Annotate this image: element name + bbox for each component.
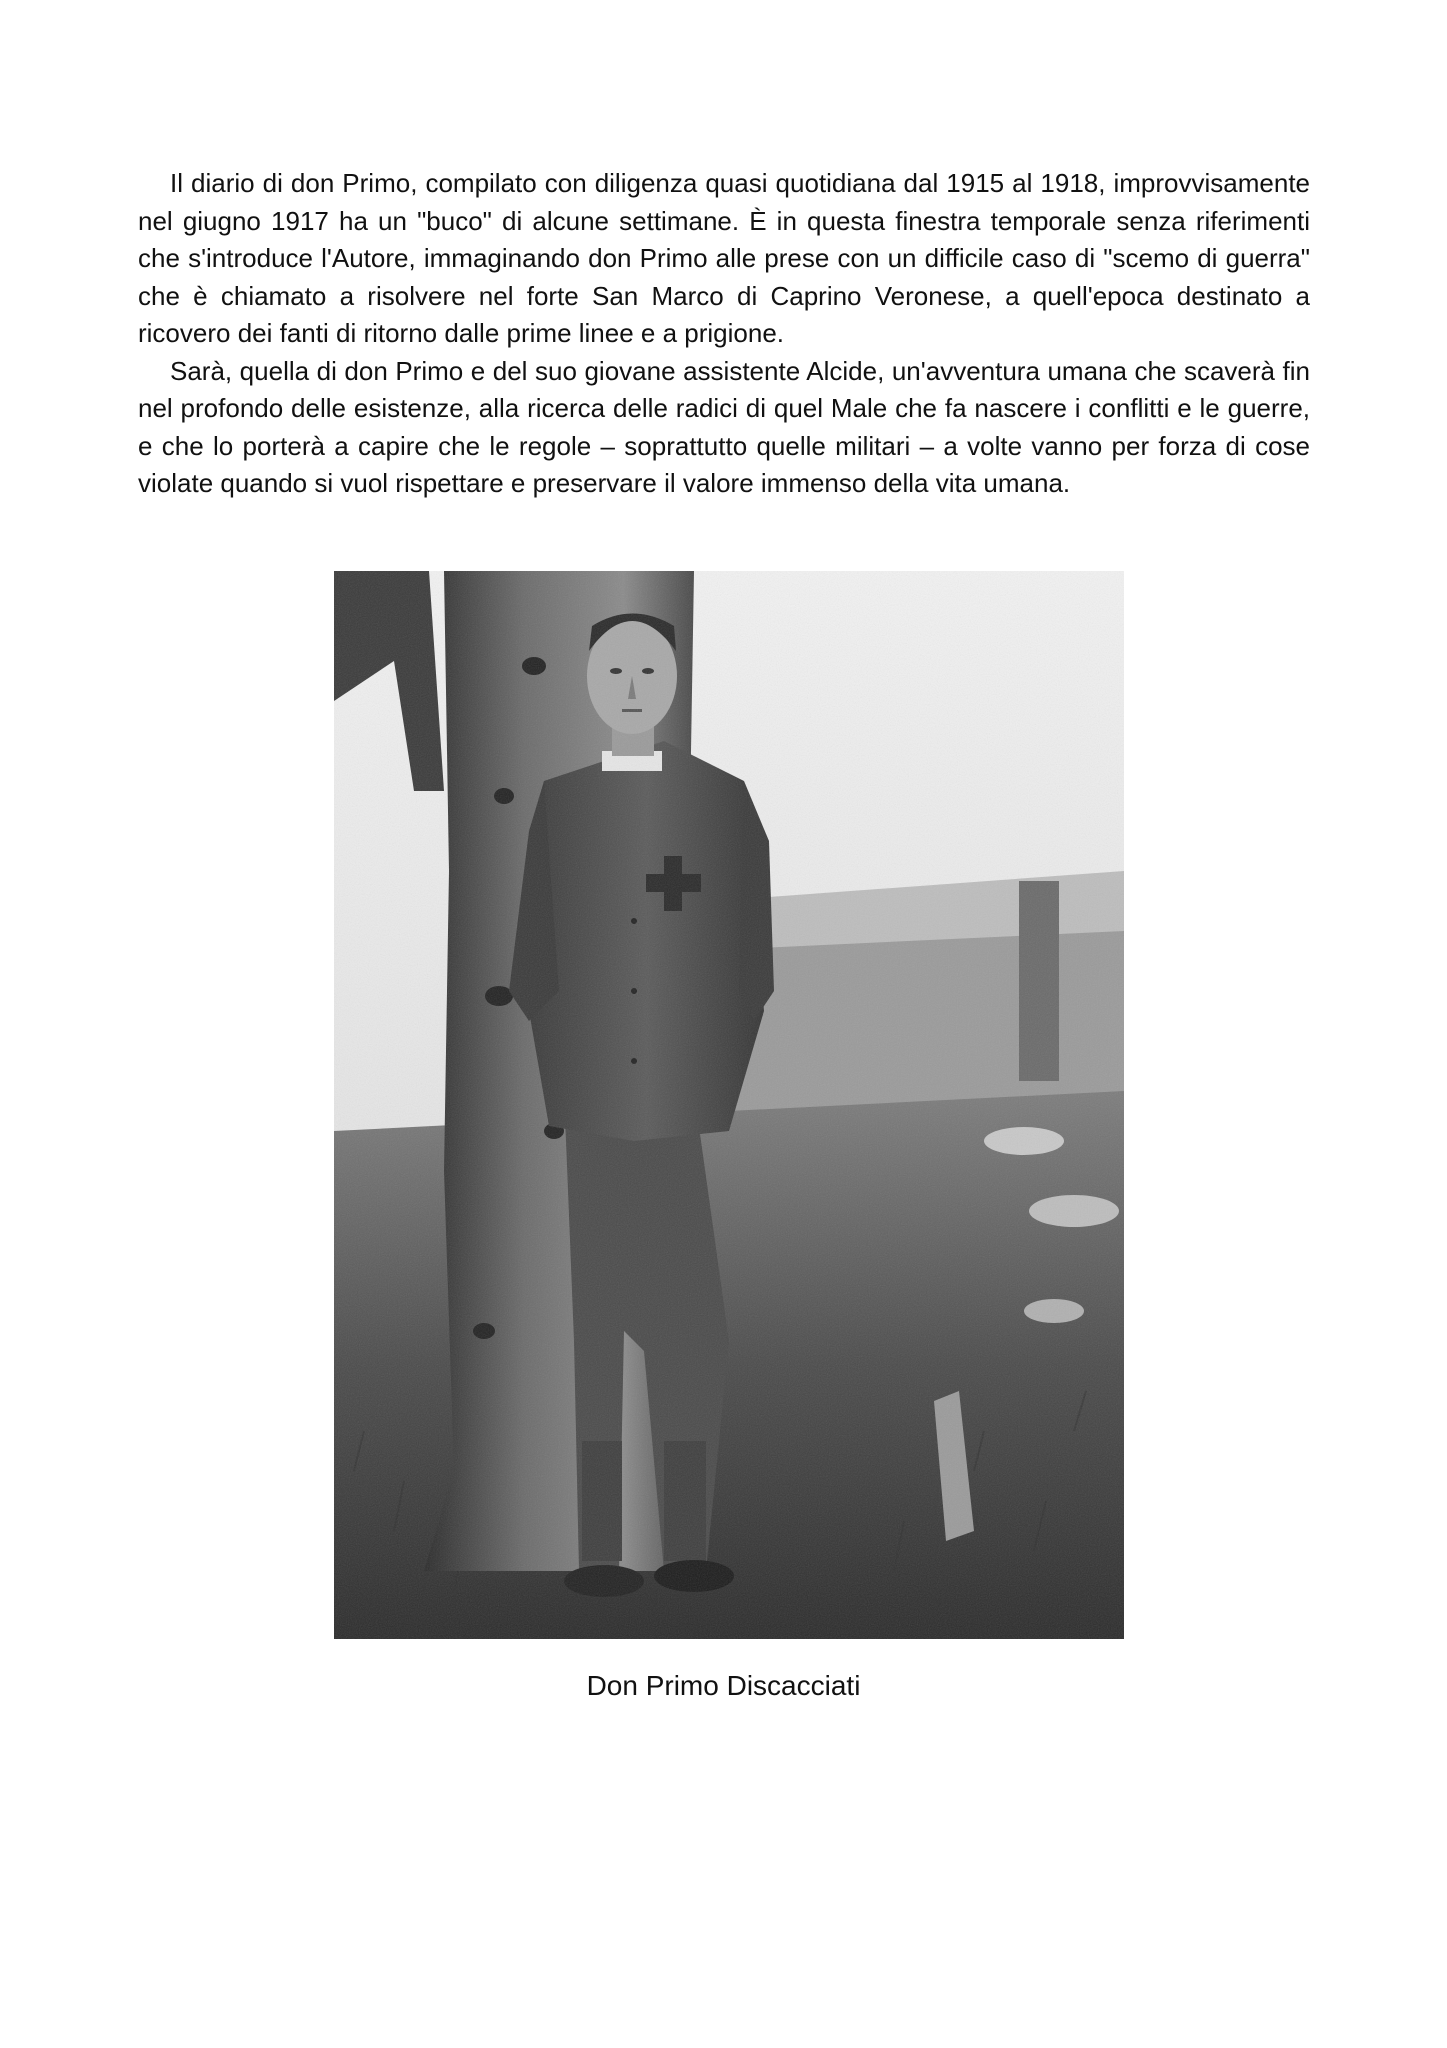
paragraph-1: Il diario di don Primo, compilato con diligenza quasi quotidiana dal 1915 al 1918, improvvisamente nel giugno 1917 ha un "buco" di alcune settimane. È in questa finestra temporale senza riferimenti che s'introduce l'Autore, immaginando don Primo alle prese con un difficile caso di "scemo di guerra" che è chiamato a risolvere nel forte San Marco di Caprino Veronese, a quell'epoca destinato a ricovero dei fanti di ritorno dalle prime linee e a prigione. bbox=[138, 168, 1310, 348]
body-text bbox=[138, 165, 1310, 503]
portrait-photo bbox=[334, 571, 1124, 1639]
photo-illustration bbox=[334, 571, 1124, 1639]
paragraph-2: Sarà, quella di don Primo e del suo giovane assistente Alcide, un'avventura umana che scaverà fin nel profondo delle esistenze, alla ricerca delle radici di quel Male che fa nascere i conflitti e le guerre, e che lo porterà a capire che le regole – soprattutto quelle militari – a volte vanno per forza di cose violate quando si vuol rispettare e preservare il valore immenso della vita umana. bbox=[138, 355, 1310, 498]
photo-caption: Don Primo Discacciati bbox=[586, 1670, 861, 1701]
